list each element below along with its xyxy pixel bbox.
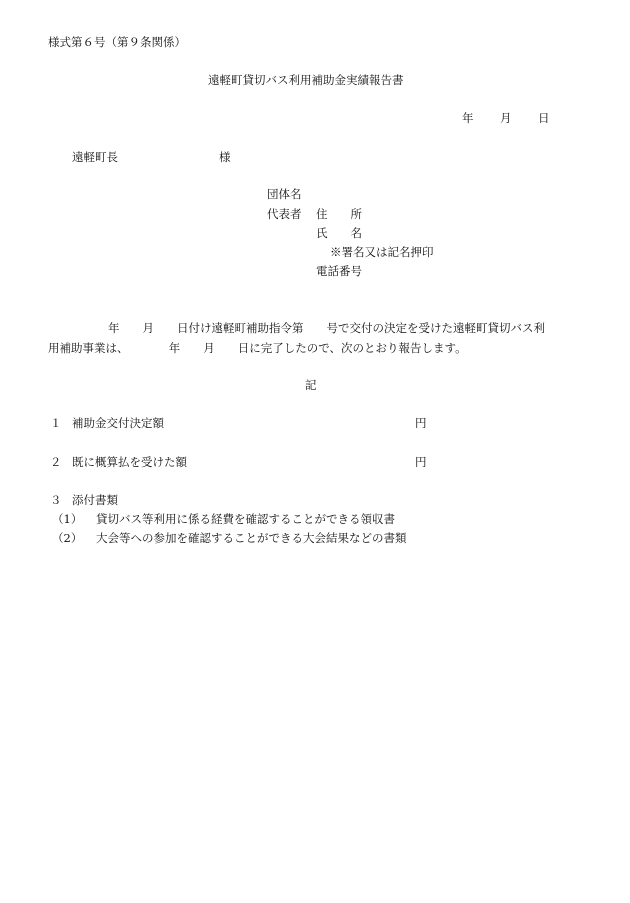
attachment-results: 大会等への参加を確認することができる大会結果などの書類 [96,531,407,545]
attachment-number: （2） [52,531,83,545]
seal-note: ※署名又は記名押印 [330,245,434,259]
body-line-1: 年 月 日付け遠軽町補助指令第 号で交付の決定を受けた遠軽町貸切バス利 [108,321,545,335]
address-label: 住 所 [316,207,362,221]
ki-heading: 記 [305,378,317,392]
attachments-heading: 添付書類 [72,493,118,507]
item-number: ２ [50,455,62,469]
addressee-honorific: 様 [219,150,231,164]
representative-label: 代表者 [267,207,302,221]
body-line-2: 用補助事業は、 年 月 日に完了したので、次のとおり報告します。 [48,341,467,355]
item-label-grant-amount: 補助金交付決定額 [72,416,164,430]
phone-label: 電話番号 [316,264,362,278]
attachment-number: （1） [52,512,83,526]
form-label: 様式第６号（第９条関係） [48,35,186,49]
item-number: １ [50,416,62,430]
document-title: 遠軽町貸切バス利用補助金実績報告書 [208,73,404,87]
item-unit-yen: 円 [415,455,427,469]
item-unit-yen: 円 [415,416,427,430]
date-year-label: 年 [462,111,474,125]
org-name-label: 団体名 [267,187,302,201]
item-label-advance-paid: 既に概算払を受けた額 [72,455,187,469]
date-day-label: 日 [538,111,550,125]
attachment-receipt: 貸切バス等利用に係る経費を確認することができる領収書 [96,512,395,526]
addressee-name: 遠軽町長 [72,150,118,164]
date-month-label: 月 [500,111,512,125]
name-label: 氏 名 [316,226,362,240]
attachments-number: ３ [50,493,62,507]
